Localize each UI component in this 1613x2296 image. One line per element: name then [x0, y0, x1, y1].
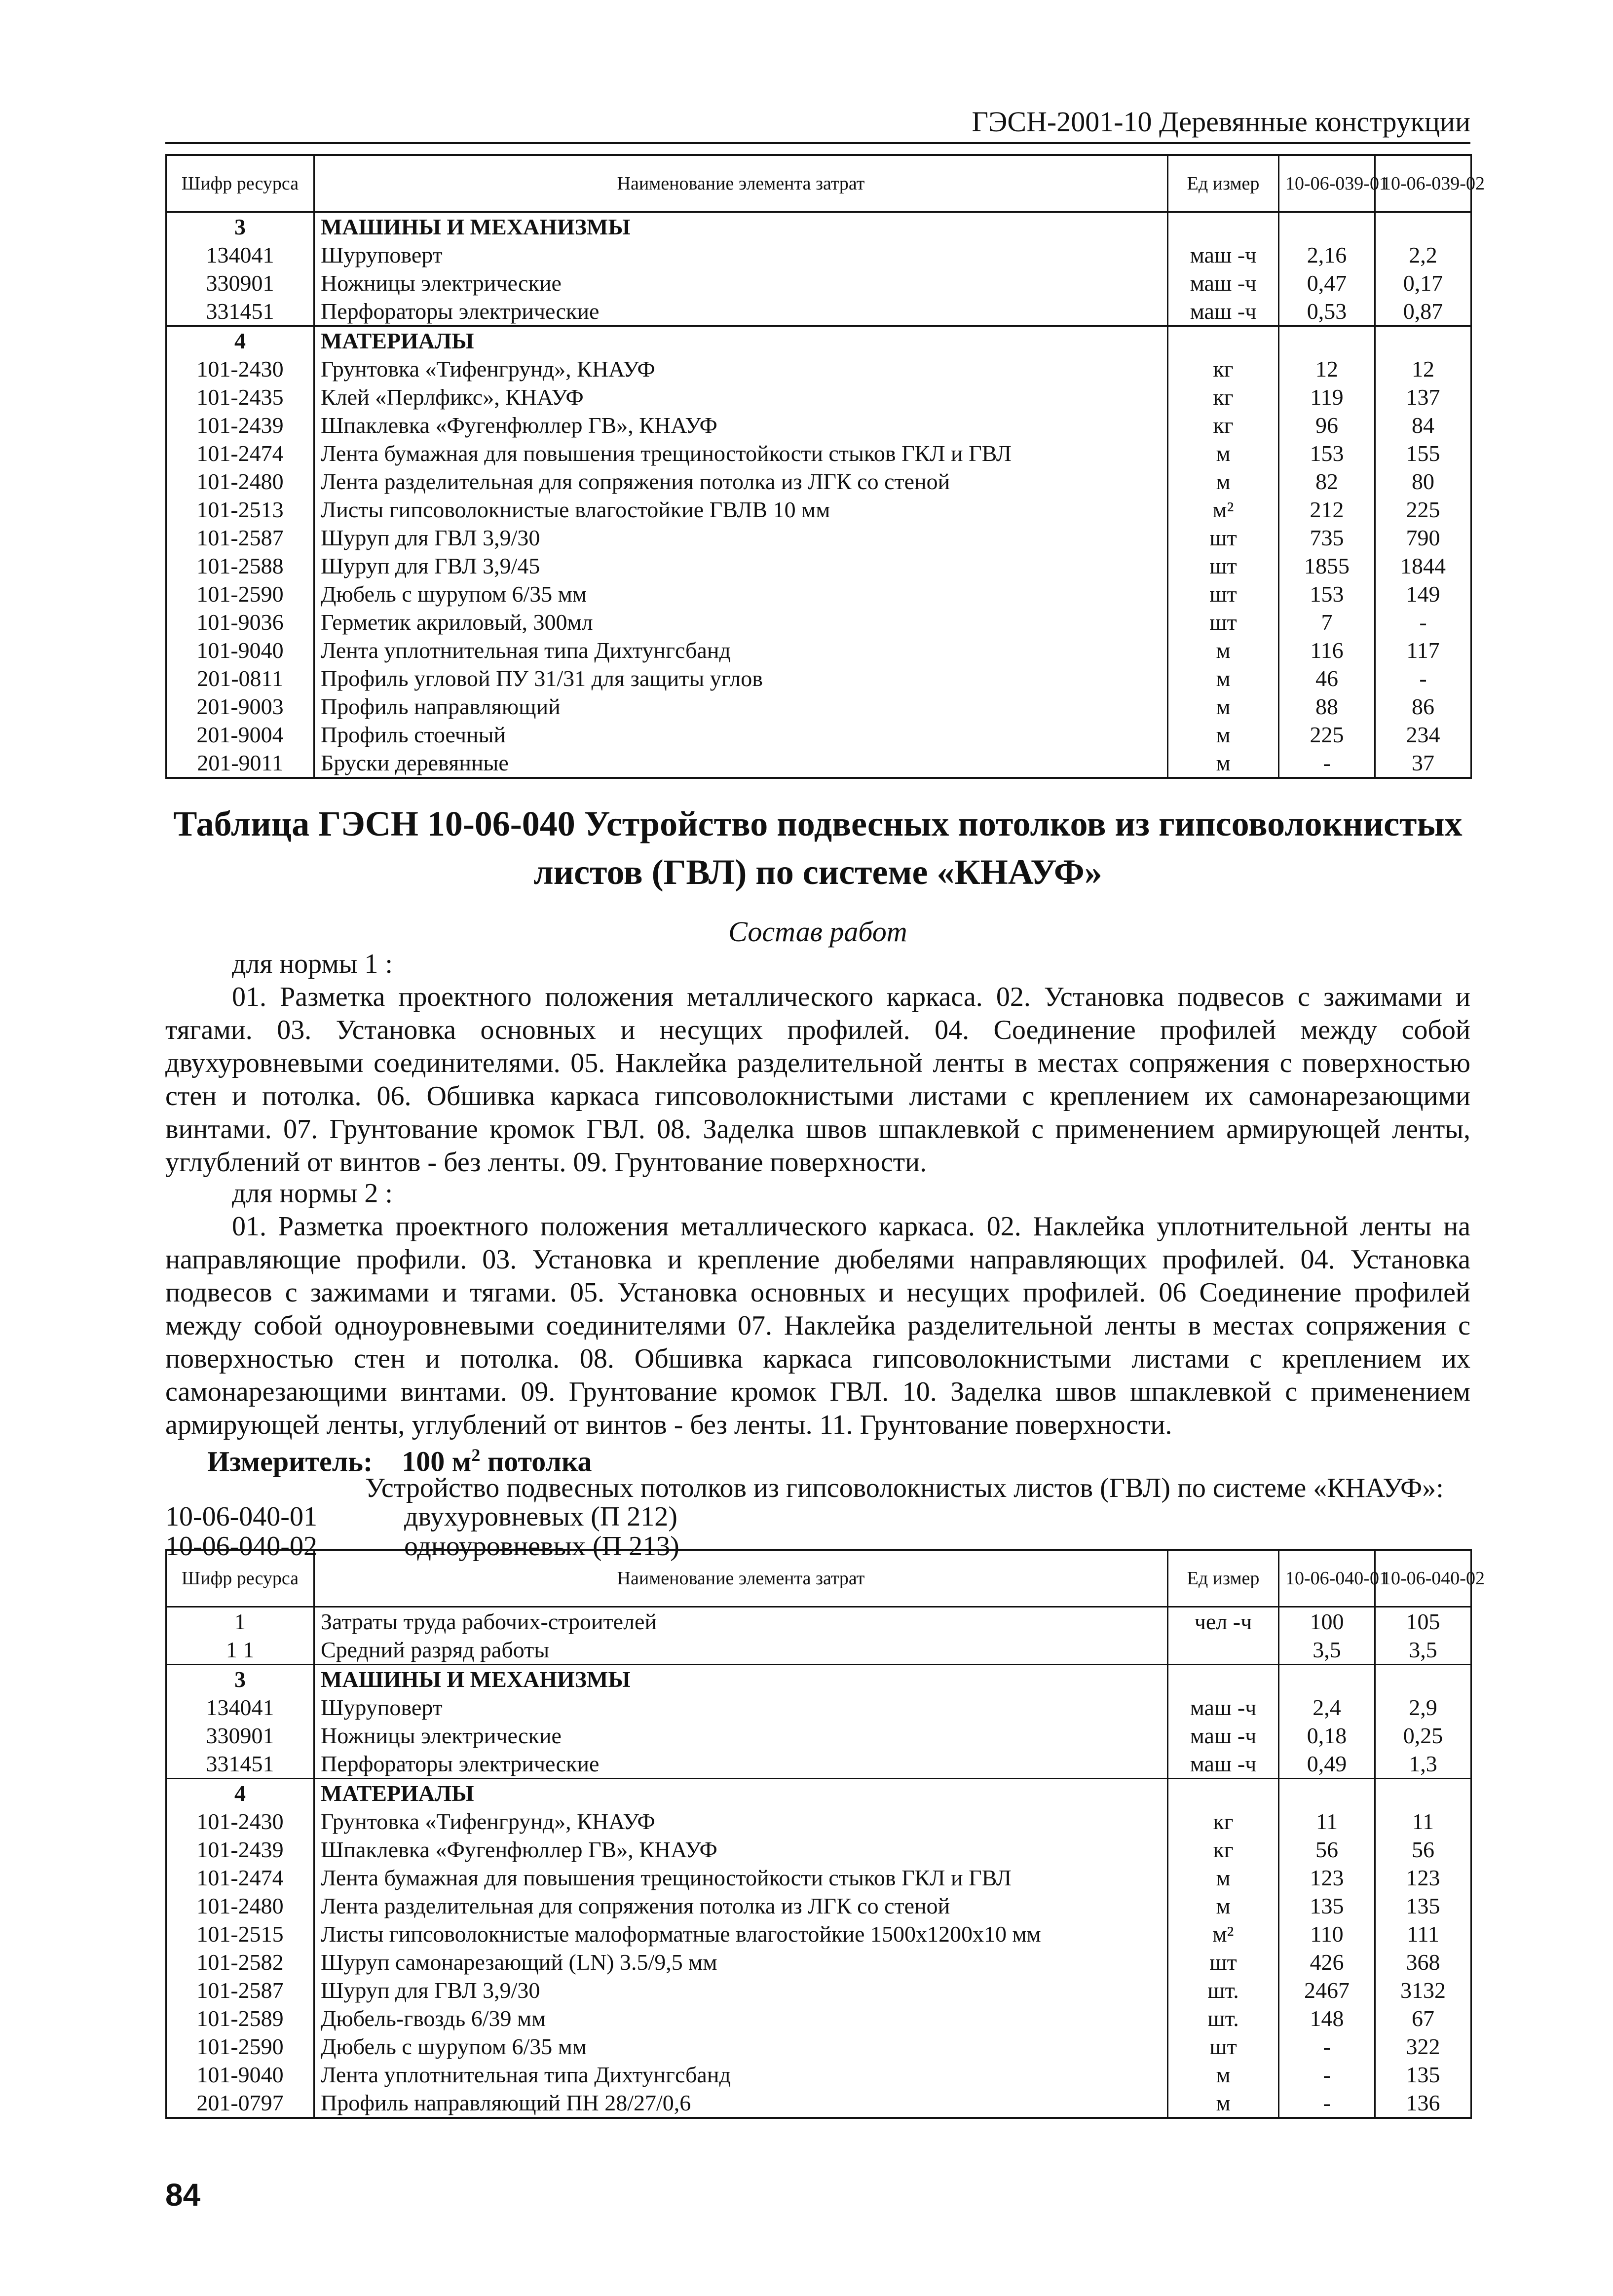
cell-unit: м [1168, 2061, 1279, 2089]
cell-value-2: 135 [1375, 2061, 1471, 2089]
cell-value-1: 0,53 [1279, 297, 1375, 326]
table-row [166, 1864, 1471, 1892]
col-header-norm1: 10-06-040-01 [1279, 1550, 1375, 1607]
cell-name: Шуруп для ГВЛ 3,9/30 [314, 1976, 1168, 2004]
cell-value-1: 153 [1279, 580, 1375, 608]
cell-value-1: 88 [1279, 692, 1375, 721]
table-row [166, 2032, 1471, 2061]
cell-code: 1 [166, 1607, 314, 1636]
cell-unit: шт [1168, 608, 1279, 636]
cell-code: 331451 [166, 1750, 314, 1779]
col-header-name: Наименование элемента затрат [314, 155, 1168, 212]
cell-value-1: 0,49 [1279, 1750, 1375, 1779]
cell-value-1: 0,18 [1279, 1722, 1375, 1750]
cell-name: МАШИНЫ И МЕХАНИЗМЫ [314, 1665, 1168, 1694]
col-header-name: Наименование элемента затрат [314, 1550, 1168, 1607]
cell-value-2: 1,3 [1375, 1750, 1471, 1779]
cell-value-1: - [1279, 2089, 1375, 2118]
cell-code: 101-2515 [166, 1920, 314, 1948]
cell-value-2: 2,2 [1375, 241, 1471, 269]
cell-unit: м [1168, 692, 1279, 721]
cell-value-2: 67 [1375, 2004, 1471, 2032]
cell-code: 4 [166, 326, 314, 355]
cell-value-2 [1375, 326, 1471, 355]
cell-name: Дюбель с шурупом 6/35 мм [314, 580, 1168, 608]
cell-value-1: 110 [1279, 1920, 1375, 1948]
table-row [166, 1750, 1471, 1779]
cell-value-2: 149 [1375, 580, 1471, 608]
table-row [166, 2004, 1471, 2032]
cell-unit: м² [1168, 1920, 1279, 1948]
cell-unit: маш -ч [1168, 297, 1279, 326]
table-row [166, 496, 1471, 524]
col-header-unit: Ед измер [1168, 155, 1279, 212]
cell-code: 331451 [166, 297, 314, 326]
cell-value-2: 790 [1375, 524, 1471, 552]
sostav-label: Состав работ [728, 916, 907, 948]
cell-code: 101-9036 [166, 608, 314, 636]
cell-code: 330901 [166, 269, 314, 297]
cell-name: Шуруповерт [314, 1693, 1168, 1722]
cell-name: Листы гипсоволокнистые малоформатные влагостойкие 1500x1200x10 мм [314, 1920, 1168, 1948]
cell-code: 101-2588 [166, 552, 314, 580]
col-header-unit: Ед измер [1168, 1550, 1279, 1607]
cell-value-2: 80 [1375, 467, 1471, 496]
cell-name: Шпаклевка «Фугенфюллер ГВ», КНАУФ [314, 411, 1168, 439]
cell-name: Бруски деревянные [314, 749, 1168, 778]
cell-value-2: 11 [1375, 1807, 1471, 1836]
resource-table-1 [165, 154, 1485, 779]
cell-name: Лента уплотнительная типа Дихтунгсбанд [314, 2061, 1168, 2089]
table-row [166, 664, 1471, 692]
cell-name: Грунтовка «Тифенгрунд», КНАУФ [314, 1807, 1168, 1836]
cell-value-1: 153 [1279, 439, 1375, 467]
cell-value-1: 1855 [1279, 552, 1375, 580]
cell-value-2: 368 [1375, 1948, 1471, 1976]
cell-name: МАШИНЫ И МЕХАНИЗМЫ [314, 212, 1168, 241]
cell-value-1: 426 [1279, 1948, 1375, 1976]
cell-unit: м [1168, 467, 1279, 496]
cell-name: Шуруп для ГВЛ 3,9/45 [314, 552, 1168, 580]
cell-value-2: 111 [1375, 1920, 1471, 1948]
cell-value-2: 37 [1375, 749, 1471, 778]
cell-value-1: 148 [1279, 2004, 1375, 2032]
cell-name: Ножницы электрические [314, 269, 1168, 297]
cell-value-2: 84 [1375, 411, 1471, 439]
cell-value-1: 12 [1279, 355, 1375, 383]
table-row [166, 1807, 1471, 1836]
cell-name: МАТЕРИАЛЫ [314, 326, 1168, 355]
cell-value-1: 225 [1279, 721, 1375, 749]
cell-code: 201-9011 [166, 749, 314, 778]
table-row [166, 439, 1471, 467]
cell-name: Профиль направляющий ПН 28/27/0,6 [314, 2089, 1168, 2118]
cell-value-2: 136 [1375, 2089, 1471, 2118]
cell-value-1: 119 [1279, 383, 1375, 411]
cell-value-2: 155 [1375, 439, 1471, 467]
cell-code: 4 [166, 1779, 314, 1808]
cell-value-2: 12 [1375, 355, 1471, 383]
table-row [166, 2061, 1471, 2089]
norm2-text: 01. Разметка проектного положения металлического каркаса. 02. Наклейка уплотнительной ленты на направляющие профили. 03. Установка и крепление дюбелями направляющих профилей. 04. Установка подвесов с зажимами и тягами. 05. Установка основных и несущих профилей. 06 Соединение профилей между собой одноуровневыми соединителями 07. Наклейка разделительной ленты в местах сопряжения с поверхностью стен и потолка. 08. Обшивка каркаса гипсоволокнистыми листами с креплением их самонарезающими винтами. 09. Грунтование кромок ГВЛ. 10. Заделка швов шпаклевкой с применением армирующей ленты, углублений от винтов - без ленты. 11. Грунтование поверхности. [165, 1211, 1470, 1440]
cell-code: 101-2430 [166, 1807, 314, 1836]
cell-code: 201-9004 [166, 721, 314, 749]
table-row [166, 1607, 1471, 1636]
variant-code: 10-06-040-01 [165, 1501, 317, 1532]
cell-unit: шт [1168, 552, 1279, 580]
cell-unit: м [1168, 439, 1279, 467]
cell-code: 101-2587 [166, 1976, 314, 2004]
cell-code: 3 [166, 212, 314, 241]
table-row [166, 580, 1471, 608]
cell-value-2: 2,9 [1375, 1693, 1471, 1722]
cell-value-1: 116 [1279, 636, 1375, 664]
col-header-code: Шифр ресурса [166, 1550, 314, 1607]
table-row [166, 383, 1471, 411]
cell-code: 101-2430 [166, 355, 314, 383]
table-row [166, 411, 1471, 439]
cell-value-1 [1279, 1779, 1375, 1808]
cell-value-2: 105 [1375, 1607, 1471, 1636]
table-row [166, 1636, 1471, 1665]
cell-code: 101-2589 [166, 2004, 314, 2032]
table-row [166, 749, 1471, 778]
meter-rest: потолка [480, 1445, 592, 1478]
variant-text: двухуровневых (П 212) [404, 1501, 677, 1532]
cell-value-2: - [1375, 608, 1471, 636]
cell-code: 101-2582 [166, 1948, 314, 1976]
cell-value-2: - [1375, 664, 1471, 692]
cell-value-1: 7 [1279, 608, 1375, 636]
cell-code: 134041 [166, 241, 314, 269]
cell-code: 1 1 [166, 1636, 314, 1665]
cell-name: Лента бумажная для повышения трещиностойкости стыков ГКЛ и ГВЛ [314, 439, 1168, 467]
cell-unit: шт. [1168, 1976, 1279, 2004]
cell-value-1: 135 [1279, 1892, 1375, 1920]
cell-value-2: 56 [1375, 1836, 1471, 1864]
cell-name: Профиль направляющий [314, 692, 1168, 721]
cell-value-1: 46 [1279, 664, 1375, 692]
cell-value-1 [1279, 1665, 1375, 1694]
table-row [166, 1920, 1471, 1948]
cell-unit [1168, 1636, 1279, 1665]
cell-unit: м [1168, 1892, 1279, 1920]
cell-code: 101-2480 [166, 467, 314, 496]
page-number: 84 [165, 2177, 201, 2213]
section-row [166, 1665, 1471, 1694]
cell-value-2: 234 [1375, 721, 1471, 749]
cell-name: Лента уплотнительная типа Дихтунгсбанд [314, 636, 1168, 664]
table-row [166, 1948, 1471, 1976]
cell-unit [1168, 1665, 1279, 1694]
cell-value-2: 322 [1375, 2032, 1471, 2061]
table-row [166, 1722, 1471, 1750]
cell-unit: м [1168, 636, 1279, 664]
cell-value-2: 3,5 [1375, 1636, 1471, 1665]
page-header: ГЭСН-2001-10 Деревянные конструкции [165, 105, 1470, 144]
cell-name: Шуруп для ГВЛ 3,9/30 [314, 524, 1168, 552]
cell-unit: чел -ч [1168, 1607, 1279, 1636]
cell-unit: шт. [1168, 2004, 1279, 2032]
cell-code: 101-2474 [166, 1864, 314, 1892]
cell-value-2 [1375, 212, 1471, 241]
cell-unit: кг [1168, 383, 1279, 411]
cell-value-2: 86 [1375, 692, 1471, 721]
cell-code: 101-9040 [166, 2061, 314, 2089]
cell-unit: кг [1168, 355, 1279, 383]
cell-value-1: 0,47 [1279, 269, 1375, 297]
cell-code: 3 [166, 1665, 314, 1694]
table-row [166, 467, 1471, 496]
cell-name: Дюбель с шурупом 6/35 мм [314, 2032, 1168, 2061]
table-row [166, 355, 1471, 383]
table-body [166, 1607, 1471, 2118]
table-row [166, 297, 1471, 326]
cell-value-2: 123 [1375, 1864, 1471, 1892]
meter-value: 100 м [402, 1445, 472, 1478]
cell-unit: шт [1168, 2032, 1279, 2061]
cell-code: 201-0797 [166, 2089, 314, 2118]
cell-name: Шпаклевка «Фугенфюллер ГВ», КНАУФ [314, 1836, 1168, 1864]
table-row [166, 524, 1471, 552]
cell-code: 134041 [166, 1693, 314, 1722]
cell-unit: маш -ч [1168, 241, 1279, 269]
table-row [166, 552, 1471, 580]
cell-unit: кг [1168, 411, 1279, 439]
cell-code: 101-2590 [166, 2032, 314, 2061]
cell-value-1 [1279, 326, 1375, 355]
cell-name: Профиль угловой ПУ 31/31 для защиты углов [314, 664, 1168, 692]
norm1-label: для нормы 1 : [232, 949, 393, 979]
col-header-code: Шифр ресурса [166, 155, 314, 212]
cell-code: 101-2439 [166, 411, 314, 439]
cell-code: 101-2435 [166, 383, 314, 411]
cell-code: 330901 [166, 1722, 314, 1750]
meter-label: Измеритель: [207, 1445, 373, 1478]
table-row [166, 269, 1471, 297]
cell-code: 101-2513 [166, 496, 314, 524]
cell-value-1: - [1279, 2061, 1375, 2089]
cell-value-1: 3,5 [1279, 1636, 1375, 1665]
cell-value-2: 0,25 [1375, 1722, 1471, 1750]
cell-unit: маш -ч [1168, 269, 1279, 297]
cell-value-2: 0,87 [1375, 297, 1471, 326]
cell-unit [1168, 326, 1279, 355]
cell-value-2 [1375, 1665, 1471, 1694]
cell-unit: м [1168, 1864, 1279, 1892]
cell-unit: м² [1168, 496, 1279, 524]
cell-name: Средний разряд работы [314, 1636, 1168, 1665]
cell-value-1: 100 [1279, 1607, 1375, 1636]
section-row [166, 1779, 1471, 1808]
cell-code: 101-2587 [166, 524, 314, 552]
cell-unit: кг [1168, 1807, 1279, 1836]
norm1-text: 01. Разметка проектного положения металлического каркаса. 02. Установка подвесов с зажимами и тягами. 03. Установка основных и несущих профилей. 04. Соединение профилей между собой двухуровневыми соединителями. 05. Наклейка разделительной ленты в местах сопряжения с поверхностью стен и потолка. 06. Обшивка каркаса гипсоволокнистыми листами с креплением их самонарезающими винтами. 07. Грунтование кромок ГВЛ. 08. Заделка швов шпаклевкой с применением армирующей ленты, углублений от винтов - без ленты. 09. Грунтование поверхности. [165, 982, 1470, 1178]
cell-unit: шт [1168, 524, 1279, 552]
cell-name: Герметик акриловый, 300мл [314, 608, 1168, 636]
meter-sup: 2 [471, 1445, 481, 1465]
table-row [166, 1836, 1471, 1864]
table-row [166, 241, 1471, 269]
cell-value-1: 82 [1279, 467, 1375, 496]
cell-unit: маш -ч [1168, 1722, 1279, 1750]
cell-value-2: 137 [1375, 383, 1471, 411]
section-title: Таблица ГЭСН 10-06-040 Устройство подвесных потолков из гипсоволокнистых листов (ГВЛ) по системе «КНАУФ» [173, 804, 1463, 892]
cell-code: 201-9003 [166, 692, 314, 721]
cell-name: Шуруп самонарезающий (LN) 3.5/9,5 мм [314, 1948, 1168, 1976]
cell-value-1: 2467 [1279, 1976, 1375, 2004]
cell-unit: шт [1168, 580, 1279, 608]
resource-table-2 [165, 1549, 1485, 2119]
table-row [166, 608, 1471, 636]
cell-name: Профиль стоечный [314, 721, 1168, 749]
cell-value-1: - [1279, 2032, 1375, 2061]
cell-value-1: 735 [1279, 524, 1375, 552]
cell-name: Дюбель-гвоздь 6/39 мм [314, 2004, 1168, 2032]
table-row [166, 1976, 1471, 2004]
variant-item [165, 1500, 677, 1533]
cell-code: 201-0811 [166, 664, 314, 692]
table-row [166, 1892, 1471, 1920]
table-body [166, 212, 1471, 778]
cell-value-1: - [1279, 749, 1375, 778]
cell-name: МАТЕРИАЛЫ [314, 1779, 1168, 1808]
cell-name: Клей «Перлфикс», КНАУФ [314, 383, 1168, 411]
col-header-norm2: 10-06-039-02 [1375, 155, 1471, 212]
cell-code: 101-9040 [166, 636, 314, 664]
cell-unit: кг [1168, 1836, 1279, 1864]
cell-unit: м [1168, 749, 1279, 778]
cell-value-2: 225 [1375, 496, 1471, 524]
cell-unit [1168, 1779, 1279, 1808]
table-row [166, 2089, 1471, 2118]
cell-value-1: 56 [1279, 1836, 1375, 1864]
cell-name: Ножницы электрические [314, 1722, 1168, 1750]
variant-text: одноуровневых (П 213) [404, 1531, 679, 1562]
cell-value-1 [1279, 212, 1375, 241]
cell-name: Грунтовка «Тифенгрунд», КНАУФ [314, 355, 1168, 383]
table-row [166, 1693, 1471, 1722]
table-row [166, 721, 1471, 749]
cell-name: Шуруповерт [314, 241, 1168, 269]
section-row [166, 326, 1471, 355]
cell-code: 101-2439 [166, 1836, 314, 1864]
cell-unit [1168, 212, 1279, 241]
cell-value-1: 123 [1279, 1864, 1375, 1892]
cell-unit: м [1168, 664, 1279, 692]
cell-value-2: 1844 [1375, 552, 1471, 580]
norm2-label: для нормы 2 : [232, 1178, 393, 1209]
cell-value-2: 3132 [1375, 1976, 1471, 2004]
cell-value-2: 0,17 [1375, 269, 1471, 297]
cell-code: 101-2474 [166, 439, 314, 467]
cell-name: Лента разделительная для сопряжения потолка из ЛГК со стеной [314, 1892, 1168, 1920]
cell-value-2: 135 [1375, 1892, 1471, 1920]
cell-unit: маш -ч [1168, 1750, 1279, 1779]
cell-value-2: 117 [1375, 636, 1471, 664]
variant-description: Устройство подвесных потолков из гипсоволокнистых листов (ГВЛ) по системе «КНАУФ»: [365, 1473, 1444, 1503]
cell-code: 101-2480 [166, 1892, 314, 1920]
cell-unit: шт [1168, 1948, 1279, 1976]
table-row [166, 636, 1471, 664]
section-row [166, 212, 1471, 241]
cell-name: Перфораторы электрические [314, 1750, 1168, 1779]
col-header-norm2: 10-06-040-02 [1375, 1550, 1471, 1607]
variant-code: 10-06-040-02 [165, 1531, 317, 1562]
cell-name: Затраты труда рабочих-строителей [314, 1607, 1168, 1636]
cell-name: Перфораторы электрические [314, 297, 1168, 326]
table-row [166, 692, 1471, 721]
cell-value-1: 2,16 [1279, 241, 1375, 269]
cell-value-1: 2,4 [1279, 1693, 1375, 1722]
cell-name: Лента разделительная для сопряжения потолка из ЛГК со стеной [314, 467, 1168, 496]
cell-value-1: 212 [1279, 496, 1375, 524]
cell-name: Лента бумажная для повышения трещиностойкости стыков ГКЛ и ГВЛ [314, 1864, 1168, 1892]
cell-unit: м [1168, 721, 1279, 749]
cell-name: Листы гипсоволокнистые влагостойкие ГВЛВ 10 мм [314, 496, 1168, 524]
cell-value-1: 96 [1279, 411, 1375, 439]
cell-unit: м [1168, 2089, 1279, 2118]
cell-code: 101-2590 [166, 580, 314, 608]
col-header-norm1: 10-06-039-01 [1279, 155, 1375, 212]
cell-unit: маш -ч [1168, 1693, 1279, 1722]
cell-value-1: 11 [1279, 1807, 1375, 1836]
cell-value-2 [1375, 1779, 1471, 1808]
